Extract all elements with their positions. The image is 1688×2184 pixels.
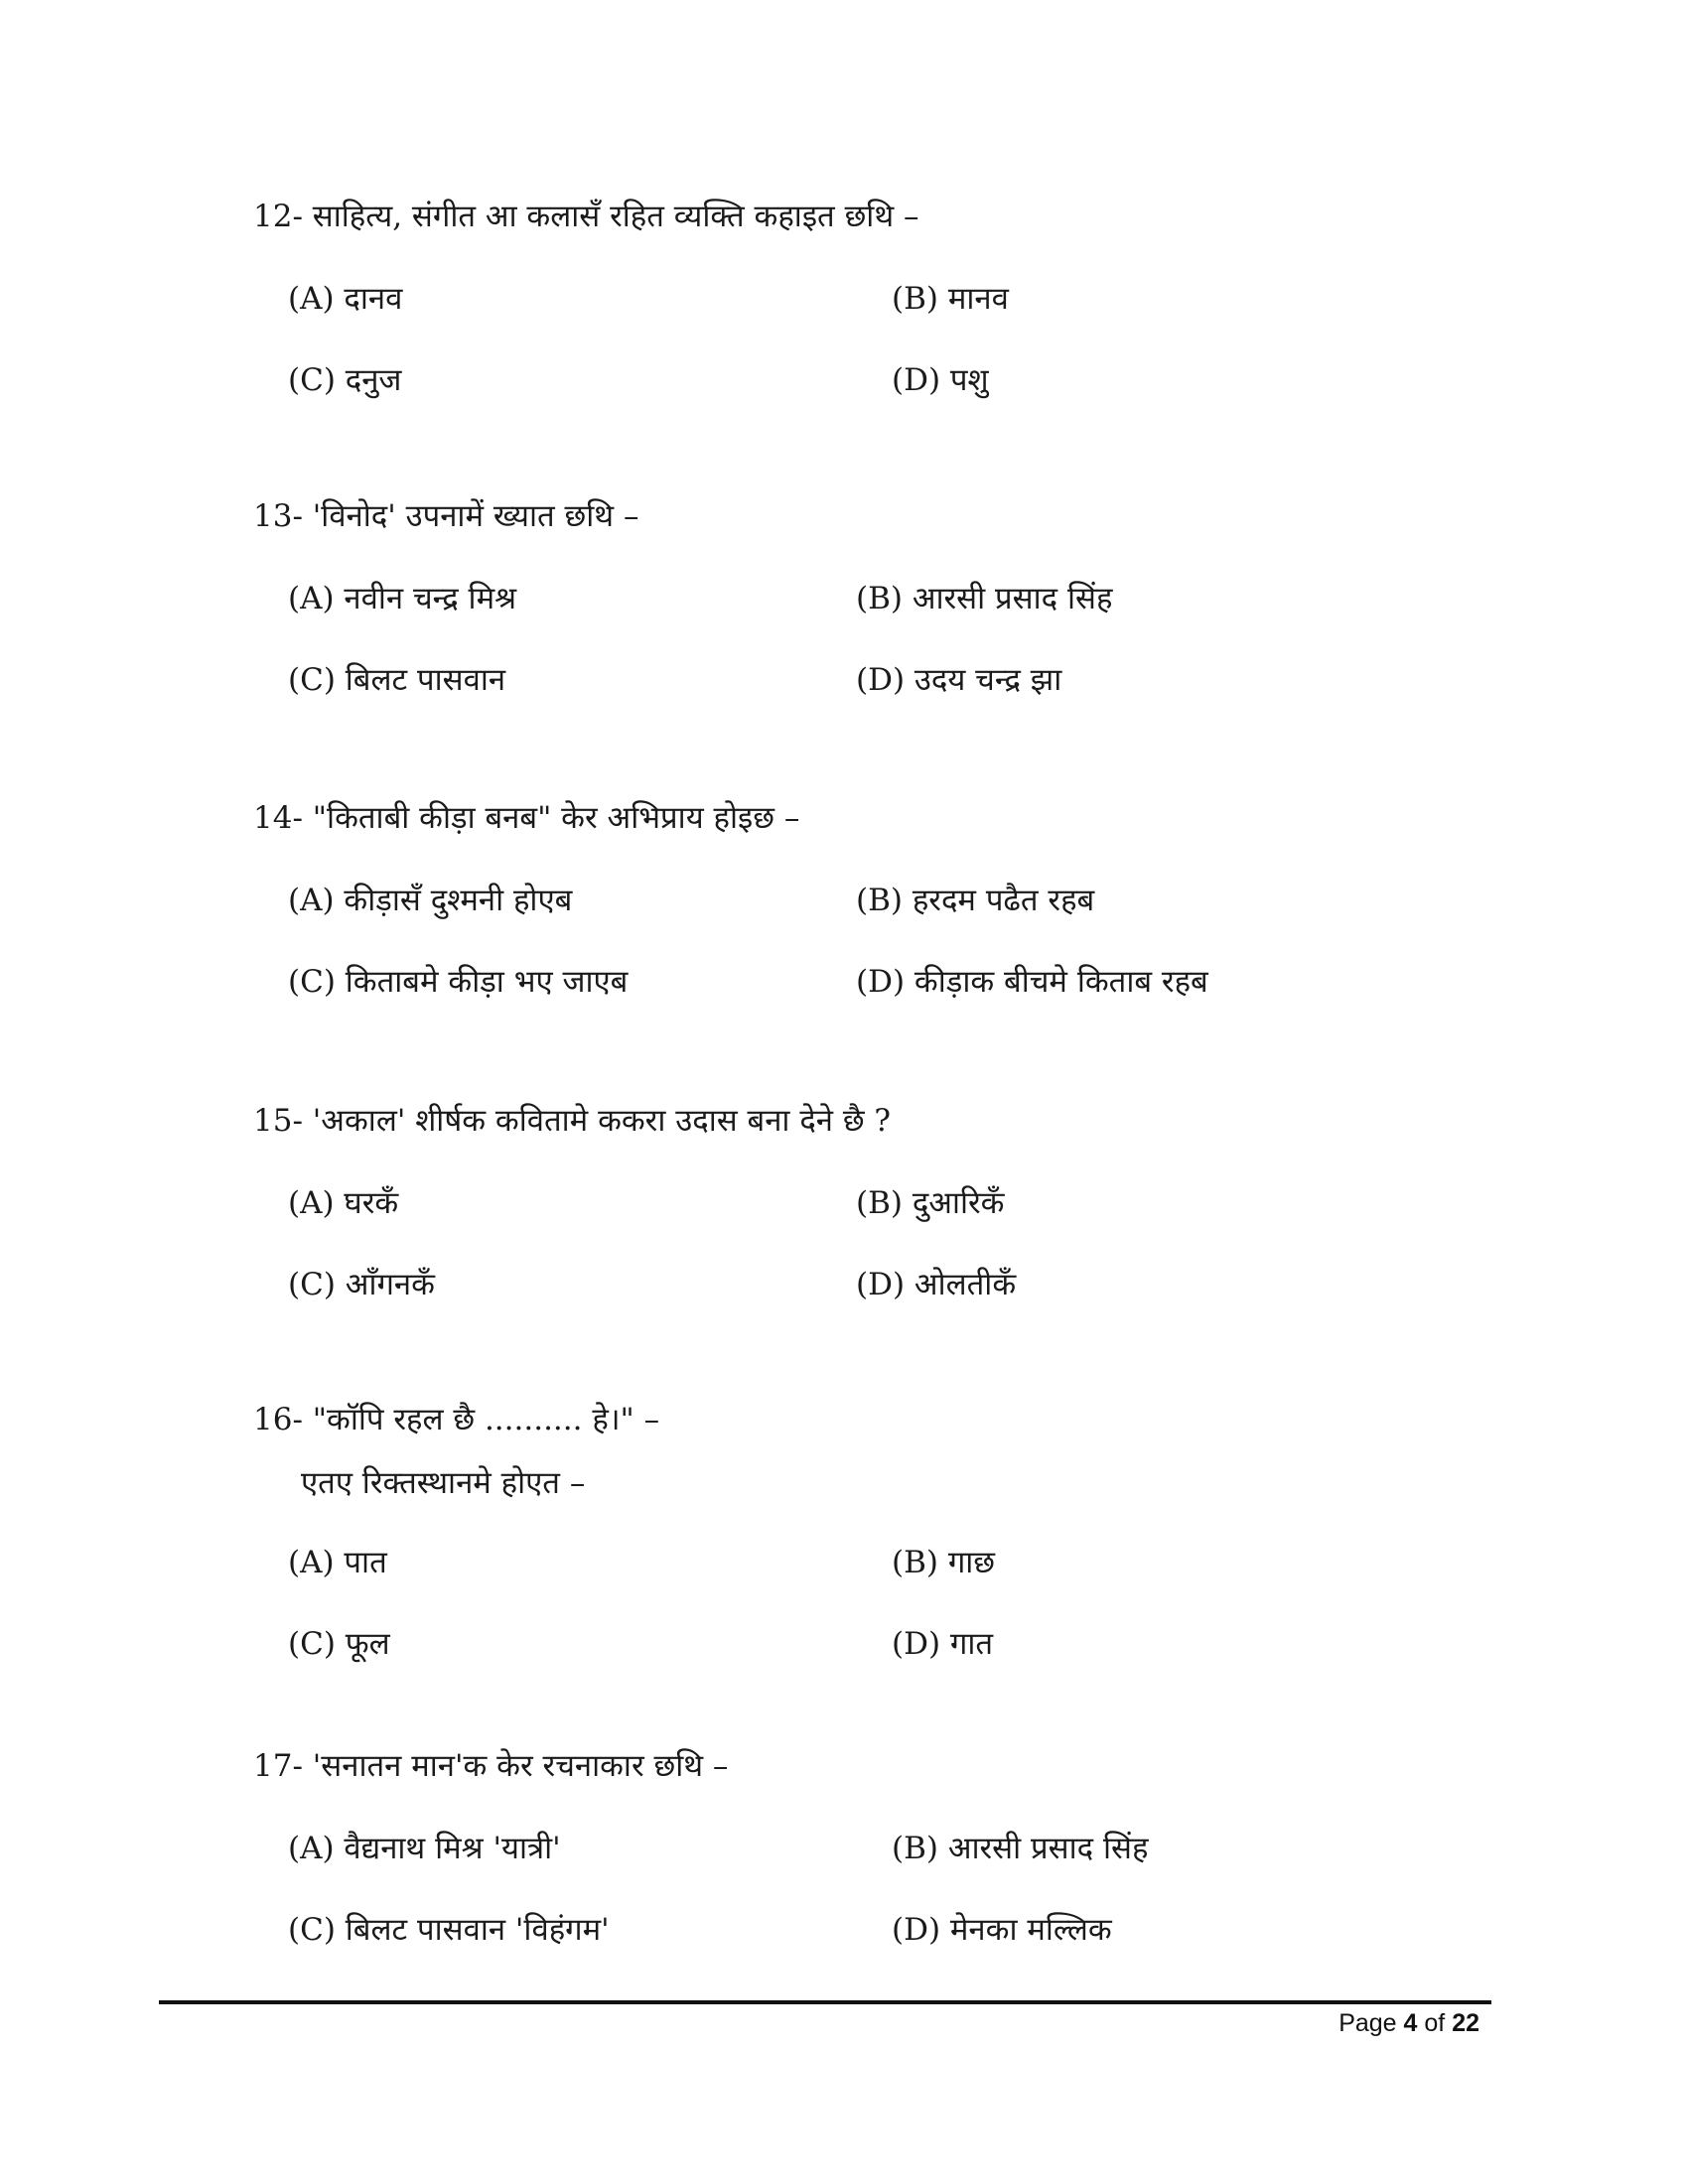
question-17-text: 17- 'सनातन मान'क केर रचनाकार छथि – (253, 1748, 729, 1784)
page-number (1338, 2009, 1479, 2038)
question-16-option-c: (C) फूल (288, 1626, 390, 1662)
question-13-option-b: (B) आरसी प्रसाद सिंह (856, 581, 1113, 616)
question-14-option-a: (A) कीड़ासँ दुश्मनी होएब (288, 883, 573, 918)
page-number-middle: of (1417, 2009, 1453, 2037)
question-16-text: 16- "कॉपि रहल छै .......... हे।" – (253, 1402, 660, 1437)
question-16-option-a: (A) पात (288, 1545, 387, 1580)
question-13-text: 13- 'विनोद' उपनामें ख्यात छथि – (253, 498, 639, 534)
question-14-option-b: (B) हरदम पढैत रहब (856, 883, 1095, 918)
question-12-option-b: (B) मानव (892, 281, 1009, 317)
question-12-option-c: (C) दनुज (288, 362, 402, 398)
question-15-option-b: (B) दुआरिकँ (856, 1185, 1005, 1221)
question-15-option-d: (D) ओलतीकँ (856, 1267, 1017, 1302)
question-16-option-b: (B) गाछ (892, 1545, 996, 1580)
question-16-option-d: (D) गात (892, 1626, 994, 1662)
question-13-option-d: (D) उदय चन्द्र झा (856, 662, 1062, 698)
question-15-option-a: (A) घरकँ (288, 1185, 399, 1221)
question-17-option-a: (A) वैद्यनाथ मिश्र 'यात्री' (288, 1831, 561, 1866)
question-13-option-c: (C) बिलट पासवान (288, 662, 506, 698)
question-17-option-d: (D) मेनका मल्लिक (892, 1912, 1112, 1948)
question-13-option-a: (A) नवीन चन्द्र मिश्र (288, 581, 517, 616)
question-12-text: 12- साहित्य, संगीत आ कलासँ रहित व्यक्ति कहाइत छथि – (253, 199, 919, 234)
page-number-total: 22 (1452, 2009, 1479, 2037)
page-number-prefix: Page (1338, 2009, 1404, 2037)
question-12-option-a: (A) दानव (288, 281, 403, 317)
question-15-text: 15- 'अकाल' शीर्षक कवितामे ककरा उदास बना देने छै ? (253, 1103, 892, 1139)
question-12-option-d: (D) पशु (892, 362, 989, 398)
question-14-option-d: (D) कीड़ाक बीचमे किताब रहब (856, 964, 1208, 1000)
question-15-option-c: (C) आँगनकँ (288, 1267, 435, 1302)
question-17-option-c: (C) बिलट पासवान 'विहंगम' (288, 1912, 610, 1948)
question-17-option-b: (B) आरसी प्रसाद सिंह (892, 1831, 1149, 1866)
page-number-current: 4 (1403, 2009, 1418, 2037)
question-16-subtext: एतए रिक्तस्थानमे होएत – (301, 1465, 586, 1501)
question-14-option-c: (C) किताबमे कीड़ा भए जाएब (288, 964, 629, 1000)
footer-divider (159, 2000, 1491, 2004)
question-14-text: 14- "किताबी कीड़ा बनब" केर अभिप्राय होइछ – (253, 800, 800, 836)
